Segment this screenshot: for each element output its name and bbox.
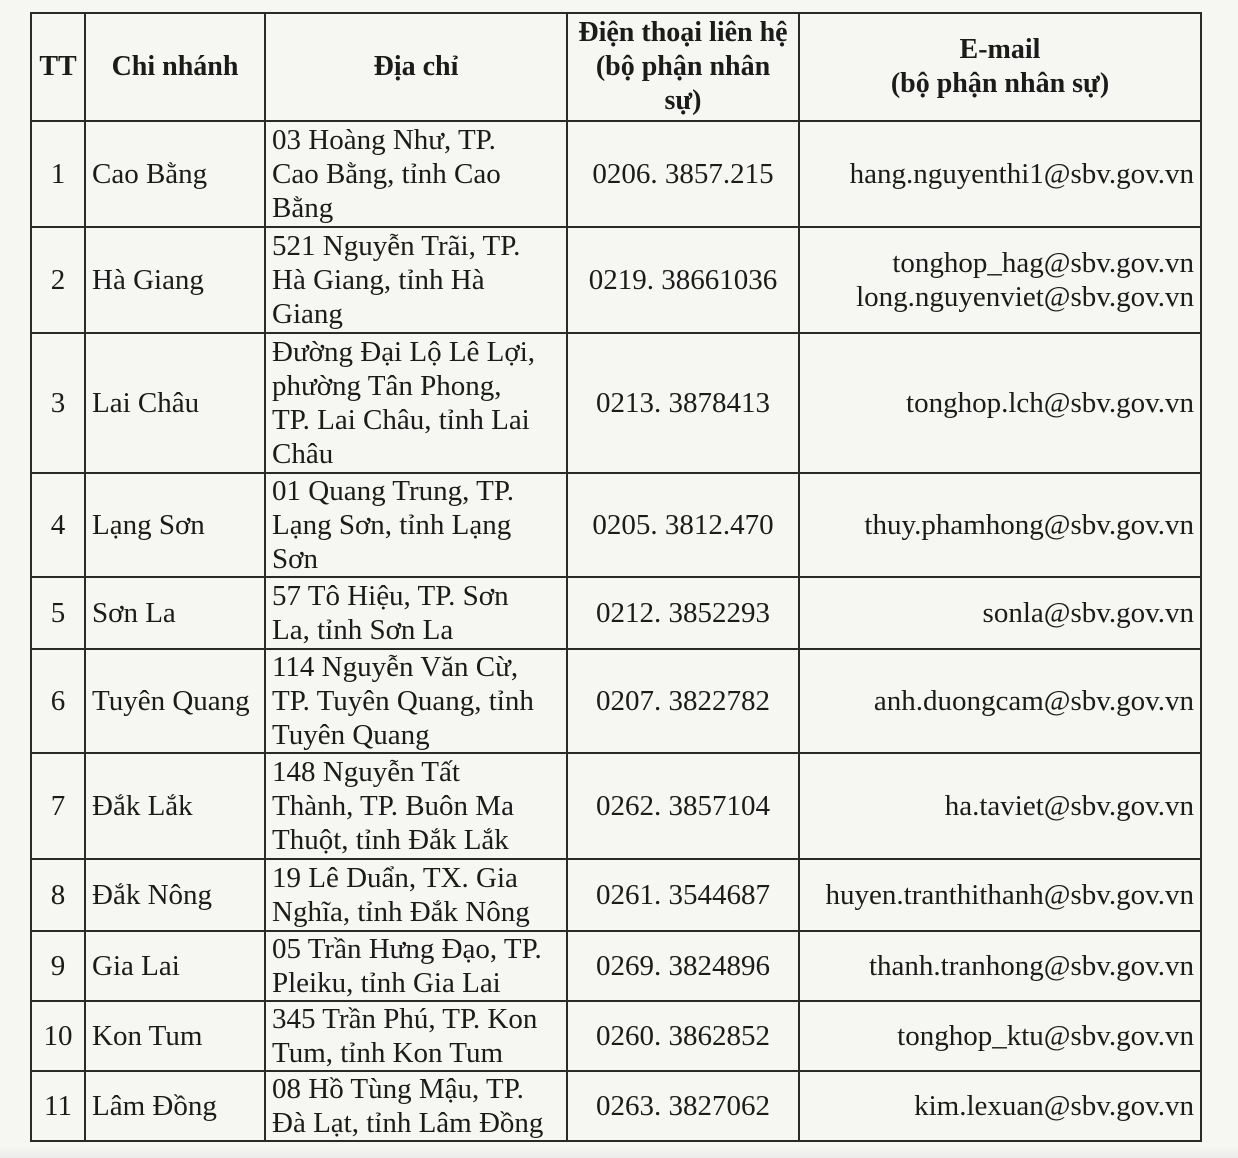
- branch-address: [265, 473, 567, 577]
- phone-number: 0219. 38661036: [567, 227, 799, 333]
- branch-address: [265, 649, 567, 753]
- row-number: 6: [31, 649, 85, 753]
- address-line: 05 Trần Hưng Đạo, TP.: [272, 933, 542, 965]
- address-line: 345 Trần Phú, TP. Kon: [272, 1003, 538, 1035]
- branch-name: Cao Bằng: [85, 121, 265, 227]
- table-row: [31, 649, 1201, 753]
- row-number: 1: [31, 121, 85, 227]
- phone-number: 0206. 3857.215: [567, 121, 799, 227]
- address-line: 19 Lê Duẩn, TX. Gia: [272, 862, 518, 894]
- address-line: Tum, tỉnh Kon Tum: [272, 1037, 504, 1069]
- phone-number: 0207. 3822782: [567, 649, 799, 753]
- address-line: TP. Lai Châu, tỉnh Lai: [272, 404, 530, 436]
- branch-address: [265, 753, 567, 859]
- address-line: 148 Nguyễn Tất: [272, 756, 460, 788]
- branch-address: [265, 121, 567, 227]
- address-line: La, tỉnh Sơn La: [272, 614, 454, 646]
- page-bottom-edge: [0, 1146, 1238, 1158]
- branch-address: [265, 333, 567, 473]
- table-row: [31, 473, 1201, 577]
- email-cell: [799, 121, 1201, 227]
- branch-name: Đắk Nông: [85, 859, 265, 931]
- email-cell: [799, 859, 1201, 931]
- row-number: 7: [31, 753, 85, 859]
- address-line: Nghĩa, tỉnh Đắk Nông: [272, 896, 530, 928]
- address-line: 03 Hoàng Như, TP.: [272, 124, 496, 156]
- address-line: Bằng: [272, 192, 334, 224]
- address-line: Thuột, tỉnh Đắk Lắk: [272, 824, 509, 856]
- branch-name: Sơn La: [85, 577, 265, 649]
- email-address[interactable]: tonghop_ktu@sbv.gov.vn: [897, 1020, 1194, 1052]
- branch-name: Kon Tum: [85, 1001, 265, 1071]
- header-phone-line: Điện thoại liên hệ: [578, 17, 788, 48]
- address-line: Pleiku, tỉnh Gia Lai: [272, 967, 501, 999]
- table-header-row: [31, 13, 1201, 121]
- phone-number: 0262. 3857104: [567, 753, 799, 859]
- phone-number: 0205. 3812.470: [567, 473, 799, 577]
- header-email-line: (bộ phận nhân sự): [890, 68, 1110, 99]
- email-cell: [799, 473, 1201, 577]
- branch-name: Tuyên Quang: [85, 649, 265, 753]
- branch-name: Lai Châu: [85, 333, 265, 473]
- email-address[interactable]: sonla@sbv.gov.vn: [982, 597, 1194, 629]
- address-line: Lạng Sơn, tỉnh Lạng: [272, 509, 512, 541]
- header-email-line: E-mail: [959, 34, 1041, 65]
- row-number: 3: [31, 333, 85, 473]
- email-cell: [799, 649, 1201, 753]
- email-cell: [799, 227, 1201, 333]
- table-row: [31, 1001, 1201, 1071]
- phone-number: 0212. 3852293: [567, 577, 799, 649]
- address-line: phường Tân Phong,: [272, 370, 502, 402]
- branch-name: Hà Giang: [85, 227, 265, 333]
- email-cell: [799, 1001, 1201, 1071]
- row-number: 4: [31, 473, 85, 577]
- address-line: Hà Giang, tỉnh Hà: [272, 264, 485, 296]
- branch-address: [265, 1001, 567, 1071]
- email-address[interactable]: kim.lexuan@sbv.gov.vn: [914, 1090, 1194, 1122]
- address-line: TP. Tuyên Quang, tỉnh: [272, 685, 534, 717]
- branch-address: [265, 577, 567, 649]
- email-address[interactable]: thanh.tranhong@sbv.gov.vn: [869, 950, 1194, 982]
- row-number: 8: [31, 859, 85, 931]
- header-tt: TT: [31, 13, 85, 121]
- header-branch: Chi nhánh: [85, 13, 265, 121]
- email-cell: [799, 577, 1201, 649]
- table-row: [31, 931, 1201, 1001]
- branch-name: Lạng Sơn: [85, 473, 265, 577]
- table-row: [31, 121, 1201, 227]
- branch-address: [265, 859, 567, 931]
- row-number: 2: [31, 227, 85, 333]
- email-cell: [799, 931, 1201, 1001]
- address-line: Cao Bằng, tỉnh Cao: [272, 158, 501, 190]
- row-number: 10: [31, 1001, 85, 1071]
- phone-number: 0269. 3824896: [567, 931, 799, 1001]
- address-line: 08 Hồ Tùng Mậu, TP.: [272, 1073, 524, 1105]
- email-address[interactable]: tonghop_hag@sbv.gov.vn: [892, 247, 1194, 279]
- branch-address: [265, 1071, 567, 1141]
- address-line: Thành, TP. Buôn Ma: [272, 790, 514, 822]
- table-row: [31, 577, 1201, 649]
- email-cell: [799, 1071, 1201, 1141]
- address-line: 521 Nguyễn Trãi, TP.: [272, 230, 521, 262]
- table-row: [31, 859, 1201, 931]
- table-row: [31, 753, 1201, 859]
- email-cell: [799, 753, 1201, 859]
- address-line: Giang: [272, 298, 343, 330]
- phone-number: 0261. 3544687: [567, 859, 799, 931]
- phone-number: 0263. 3827062: [567, 1071, 799, 1141]
- address-line: 114 Nguyễn Văn Cừ,: [272, 651, 519, 683]
- row-number: 11: [31, 1071, 85, 1141]
- address-line: 57 Tô Hiệu, TP. Sơn: [272, 580, 509, 612]
- phone-number: 0213. 3878413: [567, 333, 799, 473]
- address-line: 01 Quang Trung, TP.: [272, 475, 514, 507]
- branch-name: Đắk Lắk: [85, 753, 265, 859]
- table-row: [31, 1071, 1201, 1141]
- address-line: Sơn: [272, 543, 318, 575]
- address-line: Châu: [272, 438, 334, 470]
- email-cell: [799, 333, 1201, 473]
- phone-number: 0260. 3862852: [567, 1001, 799, 1071]
- row-number: 9: [31, 931, 85, 1001]
- header-phone: [567, 13, 799, 121]
- address-line: Đà Lạt, tỉnh Lâm Đồng: [272, 1107, 544, 1139]
- address-line: Đường Đại Lộ Lê Lợi,: [272, 336, 536, 368]
- email-address[interactable]: thuy.phamhong@sbv.gov.vn: [864, 509, 1194, 541]
- email-address[interactable]: huyen.tranthithanh@sbv.gov.vn: [825, 879, 1194, 911]
- email-address[interactable]: anh.duongcam@sbv.gov.vn: [873, 685, 1194, 717]
- email-address[interactable]: tonghop.lch@sbv.gov.vn: [906, 387, 1194, 419]
- email-address[interactable]: long.nguyenviet@sbv.gov.vn: [856, 281, 1194, 313]
- table-row: [31, 227, 1201, 333]
- email-address[interactable]: hang.nguyenthi1@sbv.gov.vn: [849, 158, 1194, 190]
- branch-contact-table: [30, 12, 1202, 1142]
- header-phone-line: (bộ phận nhân: [595, 51, 771, 82]
- table-row: [31, 333, 1201, 473]
- header-email: [799, 13, 1201, 121]
- header-address: Địa chỉ: [265, 13, 567, 121]
- branch-name: Lâm Đồng: [85, 1071, 265, 1141]
- email-address[interactable]: ha.taviet@sbv.gov.vn: [944, 790, 1194, 822]
- branch-address: [265, 931, 567, 1001]
- address-line: Tuyên Quang: [272, 719, 430, 751]
- row-number: 5: [31, 577, 85, 649]
- header-phone-line: sự): [664, 85, 702, 116]
- branch-name: Gia Lai: [85, 931, 265, 1001]
- branch-address: [265, 227, 567, 333]
